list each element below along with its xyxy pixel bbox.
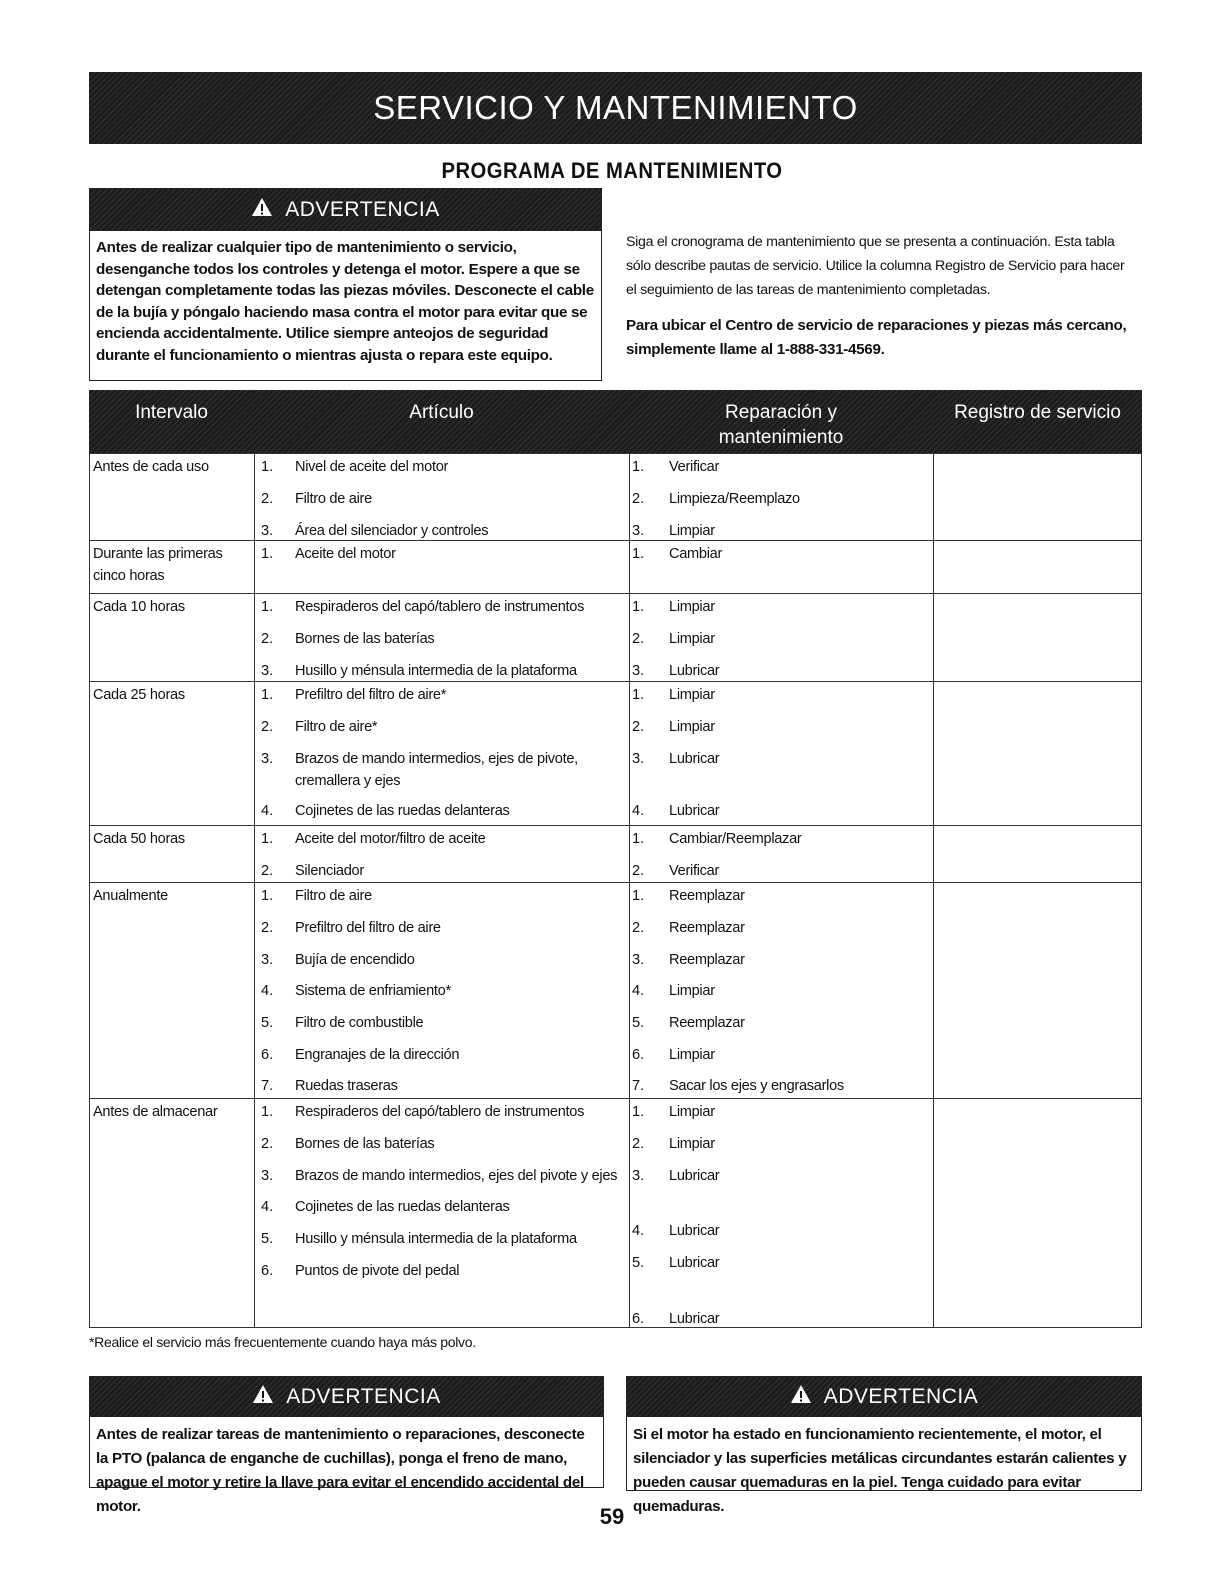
item-text: Prefiltro del filtro de aire [295,920,441,936]
item-number: 2. [261,491,274,507]
item-number: 2. [261,719,274,735]
header-interval: Intervalo [135,402,208,423]
repair-text: Cambiar/Reemplazar [669,831,802,847]
item-text: Brazos de mando intermedios, ejes de pivote, cremallera y ejes [295,751,578,789]
item-number: 2. [261,863,274,879]
warning-title: ADVERTENCIA [823,1385,979,1408]
intro-contact-text: Para ubicar el Centro de servicio de reparaciones y piezas más cercano, simplemente llame al 1-888-331-4569. [626,317,1127,358]
column-divider [933,453,934,1327]
repair-text: Limpiar [669,983,715,999]
item-text: Área del silenciador y controles [295,523,489,539]
repair-number: 1. [632,687,645,703]
repair-text: Lubricar [669,663,720,679]
repair-text: Reemplazar [669,920,745,936]
repair-number: 4. [632,983,645,999]
warning-header [627,1377,1141,1417]
table-bottom-border [89,1327,1142,1328]
repair-number: 1. [632,599,645,615]
table-row-group [89,540,1142,593]
item-text: Husillo y ménsula intermedia de la plataforma [295,1231,577,1247]
section-title: PROGRAMA DE MANTENIMIENTO [441,158,783,183]
repair-number: 6. [632,1047,645,1063]
repair-text: Limpiar [669,523,715,539]
item-number: 3. [261,751,274,767]
service-log-cell[interactable] [934,883,1141,1098]
item-number: 3. [261,1168,274,1184]
item-number: 3. [261,952,274,968]
item-number: 2. [261,631,274,647]
item-number: 5. [261,1231,274,1247]
service-log-cell[interactable] [934,1099,1141,1327]
repair-number: 2. [632,1136,645,1152]
repair-number: 3. [632,1168,645,1184]
item-text: Cojinetes de las ruedas delanteras [295,803,510,819]
repair-number: 5. [632,1015,645,1031]
warning-box-bottom-left [89,1376,604,1515]
repair-number: 1. [632,459,645,475]
repair-number: 3. [632,523,645,539]
repair-text: Lubricar [669,751,720,767]
interval-cell: Cada 50 horas [93,831,185,847]
item-text: Aceite del motor [295,546,396,562]
item-number: 1. [261,687,274,703]
item-text: Cojinetes de las ruedas delanteras [295,1199,510,1215]
item-text: Engranajes de la dirección [295,1047,460,1063]
repair-number: 1. [632,1104,645,1120]
intro-text: Siga el cronograma de mantenimiento que se presenta a continuación. Esta tabla sólo describe pautas de servicio. Utilice la columna Registro de Servicio para hacer el seguimiento de las tareas de mantenimiento completadas. [626,234,1125,298]
repair-number: 2. [632,920,645,936]
column-divider [629,453,630,1327]
page-number: 59 [599,1504,625,1529]
item-text: Puntos de pivote del pedal [295,1263,460,1279]
interval-cell: Antes de cada uso [93,459,209,475]
warning-header [90,189,601,231]
item-number: 4. [261,983,274,999]
repair-text: Verificar [669,863,720,879]
table-row-group [89,1098,1142,1327]
repair-number: 6. [632,1311,645,1327]
item-text: Filtro de aire [295,888,372,904]
warning-text: Antes de realizar cualquier tipo de mantenimiento o servicio, desenganche todos los controles y detenga el motor. Espere a que se detengan completamente todas las piezas móviles. Desconecte el cable de la bujía y póngalo haciendo masa contra el motor para evitar que se encienda accidentalmente. Utilice siempre anteojos de seguridad durante el funcionamiento o mientras ajusta o repara este equipo. [96,239,594,364]
item-number: 6. [261,1263,274,1279]
item-number: 1. [261,1104,274,1120]
interval-cell: Cada 10 horas [93,599,185,615]
item-number: 3. [261,523,274,539]
table-row-group [89,825,1142,882]
repair-number: 7. [632,1078,645,1094]
interval-cell: Cada 25 horas [93,687,185,703]
item-text: Filtro de aire [295,491,372,507]
service-log-cell[interactable] [934,826,1141,882]
item-text: Aceite del motor/filtro de aceite [295,831,486,847]
item-number: 1. [261,888,274,904]
table-header [89,390,1142,453]
repair-text: Verificar [669,459,720,475]
repair-number: 5. [632,1255,645,1271]
warning-text: Antes de realizar tareas de mantenimiento o reparaciones, desconecte la PTO (palanca de enganche de cuchillas), ponga el freno de mano, apague el motor y retire la llave para evitar el encendido accidental del motor. [96,1426,585,1515]
repair-number: 4. [632,1223,645,1239]
service-log-cell[interactable] [934,454,1141,540]
service-log-cell[interactable] [934,594,1141,681]
repair-text: Reemplazar [669,1015,745,1031]
repair-text: Cambiar [669,546,723,562]
repair-text: Limpiar [669,719,715,735]
item-text: Respiraderos del capó/tablero de instrumentos [295,599,585,615]
repair-number: 2. [632,863,645,879]
warning-title: ADVERTENCIA [285,198,440,221]
repair-text: Limpiar [669,1047,715,1063]
item-text: Brazos de mando intermedios, ejes del pivote y ejes [295,1168,618,1184]
repair-text: Reemplazar [669,888,745,904]
repair-text: Limpiar [669,1136,715,1152]
table-row-group [89,681,1142,825]
repair-number: 1. [632,831,645,847]
warning-text: Si el motor ha estado en funcionamiento recientemente, el motor, el silenciador y las superficies metálicas circundantes estarán calientes y pueden causar quemaduras en la piel. Tenga cuidado para evitar quemaduras. [633,1426,1127,1515]
header-service-log: Registro de servicio [954,402,1121,423]
repair-text: Reemplazar [669,952,745,968]
item-text: Nivel de aceite del motor [295,459,449,475]
repair-number: 2. [632,719,645,735]
item-text: Respiraderos del capó/tablero de instrumentos [295,1104,585,1120]
table-row-group [89,882,1142,1098]
warning-header [90,1377,603,1417]
item-number: 1. [261,831,274,847]
repair-number: 2. [632,491,645,507]
warning-title: ADVERTENCIA [286,1385,441,1408]
column-divider [89,453,90,1327]
repair-text: Lubricar [669,1255,720,1271]
repair-number: 1. [632,888,645,904]
item-text: Filtro de combustible [295,1015,424,1031]
repair-text: Limpiar [669,599,715,615]
item-number: 1. [261,546,274,562]
repair-text: Lubricar [669,803,720,819]
item-number: 3. [261,663,274,679]
item-number: 2. [261,920,274,936]
item-text: Bornes de las baterías [295,1136,435,1152]
header-repair: Reparación y mantenimiento [718,402,844,448]
repair-text: Sacar los ejes y engrasarlos [669,1078,844,1094]
repair-text: Lubricar [669,1223,720,1239]
item-text: Husillo y ménsula intermedia de la plataforma [295,663,577,679]
warning-triangle-icon [251,197,273,223]
item-text: Ruedas traseras [295,1078,398,1094]
warning-box-bottom-right [626,1376,1142,1515]
warning-triangle-icon [252,1384,274,1410]
warning-triangle-icon [790,1384,812,1410]
repair-text: Limpieza/Reemplazo [669,491,800,507]
interval-cell: Antes de almacenar [93,1104,218,1120]
column-divider [1141,453,1142,1327]
service-log-cell[interactable] [934,682,1141,825]
repair-number: 4. [632,803,645,819]
repair-number: 3. [632,952,645,968]
interval-cell: Anualmente [93,888,168,904]
item-number: 1. [261,459,274,475]
item-number: 4. [261,1199,274,1215]
repair-number: 3. [632,663,645,679]
item-number: 2. [261,1136,274,1152]
repair-number: 3. [632,751,645,767]
repair-text: Lubricar [669,1168,720,1184]
repair-text: Limpiar [669,1104,715,1120]
item-text: Bujía de encendido [295,952,415,968]
interval-cell: Durante las primeras cinco horas [93,546,223,584]
item-text: Sistema de enfriamiento* [295,983,451,999]
item-text: Prefiltro del filtro de aire* [295,687,447,703]
repair-number: 1. [632,546,645,562]
table-row-group [89,593,1142,681]
item-number: 4. [261,803,274,819]
item-text: Bornes de las baterías [295,631,435,647]
item-text: Silenciador [295,863,364,879]
item-number: 5. [261,1015,274,1031]
service-log-cell[interactable] [934,541,1141,593]
warning-box-top [89,188,602,381]
item-number: 6. [261,1047,274,1063]
page-banner: SERVICIO Y MANTENIMIENTO [89,72,1142,144]
column-divider [254,453,255,1327]
repair-text: Lubricar [669,1311,720,1327]
header-item: Artículo [409,402,474,423]
repair-text: Limpiar [669,687,715,703]
table-row-group [89,453,1142,540]
item-text: Filtro de aire* [295,719,378,735]
item-number: 1. [261,599,274,615]
item-number: 7. [261,1078,274,1094]
repair-number: 2. [632,631,645,647]
footnote: *Realice el servicio más frecuentemente cuando haya más polvo. [89,1334,476,1350]
repair-text: Limpiar [669,631,715,647]
